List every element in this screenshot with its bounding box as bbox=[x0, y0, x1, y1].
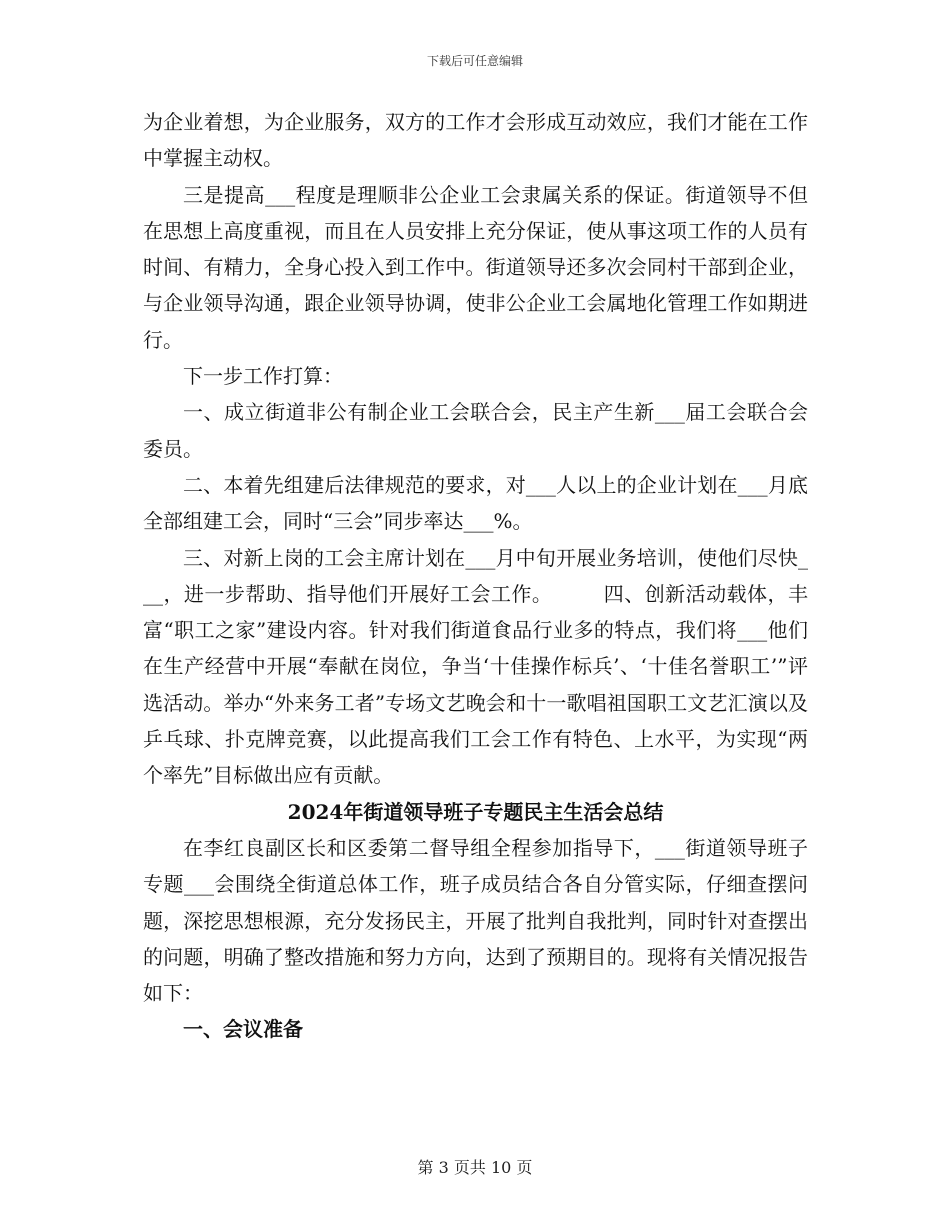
paragraph-third-point: 三是提高___程度是理顺非公企业工会隶属关系的保证。街道领导不但在思想上高度重视，而且在人员安排上充分保证，使从事这项工作的人员有时间、有精力，全身心投入到工作中。街道领导还多次会同村干部到企业，与企业领导沟通，跟企业领导协调，使非公企业工会属地化管理工作如期进行。 bbox=[143, 182, 808, 352]
paragraph-plan-item-1: 一、成立街道非公有制企业工会联合会，民主产生新___届工会联合会委员。 bbox=[143, 400, 808, 461]
document-title: 2024年街道领导班子专题民主生活会总结 bbox=[287, 799, 664, 824]
page-footer: 第 3 页共 10 页 bbox=[417, 1158, 533, 1177]
paragraph-continuation: 为企业着想，为企业服务，双方的工作才会形成互动效应，我们才能在工作中掌握主动权。 bbox=[143, 110, 808, 171]
section-heading-meeting-prep: 一、会议准备 bbox=[183, 1017, 303, 1042]
paragraph-plan-item-3-4: 三、对新上岗的工会主席计划在___月中旬开展业务培训，使他们尽快___，进一步帮助、指导他们开展好工会工作。 四、创新活动载体，丰富“职工之家”建设内容。针对我们街道食品行业多的特点，我们将___他们在生产经营中开展“奉献在岗位，争当‘十佳操作标兵’、‘十佳名誉职工’”评选活动。举办“外来务工者”专场文艺晚会和十一歌唱祖国职工文艺汇演以及乒乓球、扑克牌竞赛，以此提高我们工会工作有特色、上水平，为实现“两个率先”目标做出应有贡献。 bbox=[143, 545, 808, 788]
paragraph-next-steps-heading: 下一步工作打算： bbox=[183, 364, 343, 389]
paragraph-plan-item-2: 二、本着先组建后法律规范的要求，对___人以上的企业计划在___月底全部组建工会，同时“三会”同步率达___%。 bbox=[143, 472, 808, 534]
document-body bbox=[143, 104, 808, 1048]
paragraph-intro: 在李红良副区长和区委第二督导组全程参加指导下，___街道领导班子专题___会围绕全街道总体工作，班子成员结合各自分管实际，仔细查摆问题，深挖思想根源，充分发扬民主，开展了批判自我批判，同时针对查摆出的问题，明确了整改措施和努力方向，达到了预期目的。现将有关情况报告如下： bbox=[143, 835, 808, 1006]
page-header: 下载后可任意编辑 bbox=[426, 54, 523, 68]
